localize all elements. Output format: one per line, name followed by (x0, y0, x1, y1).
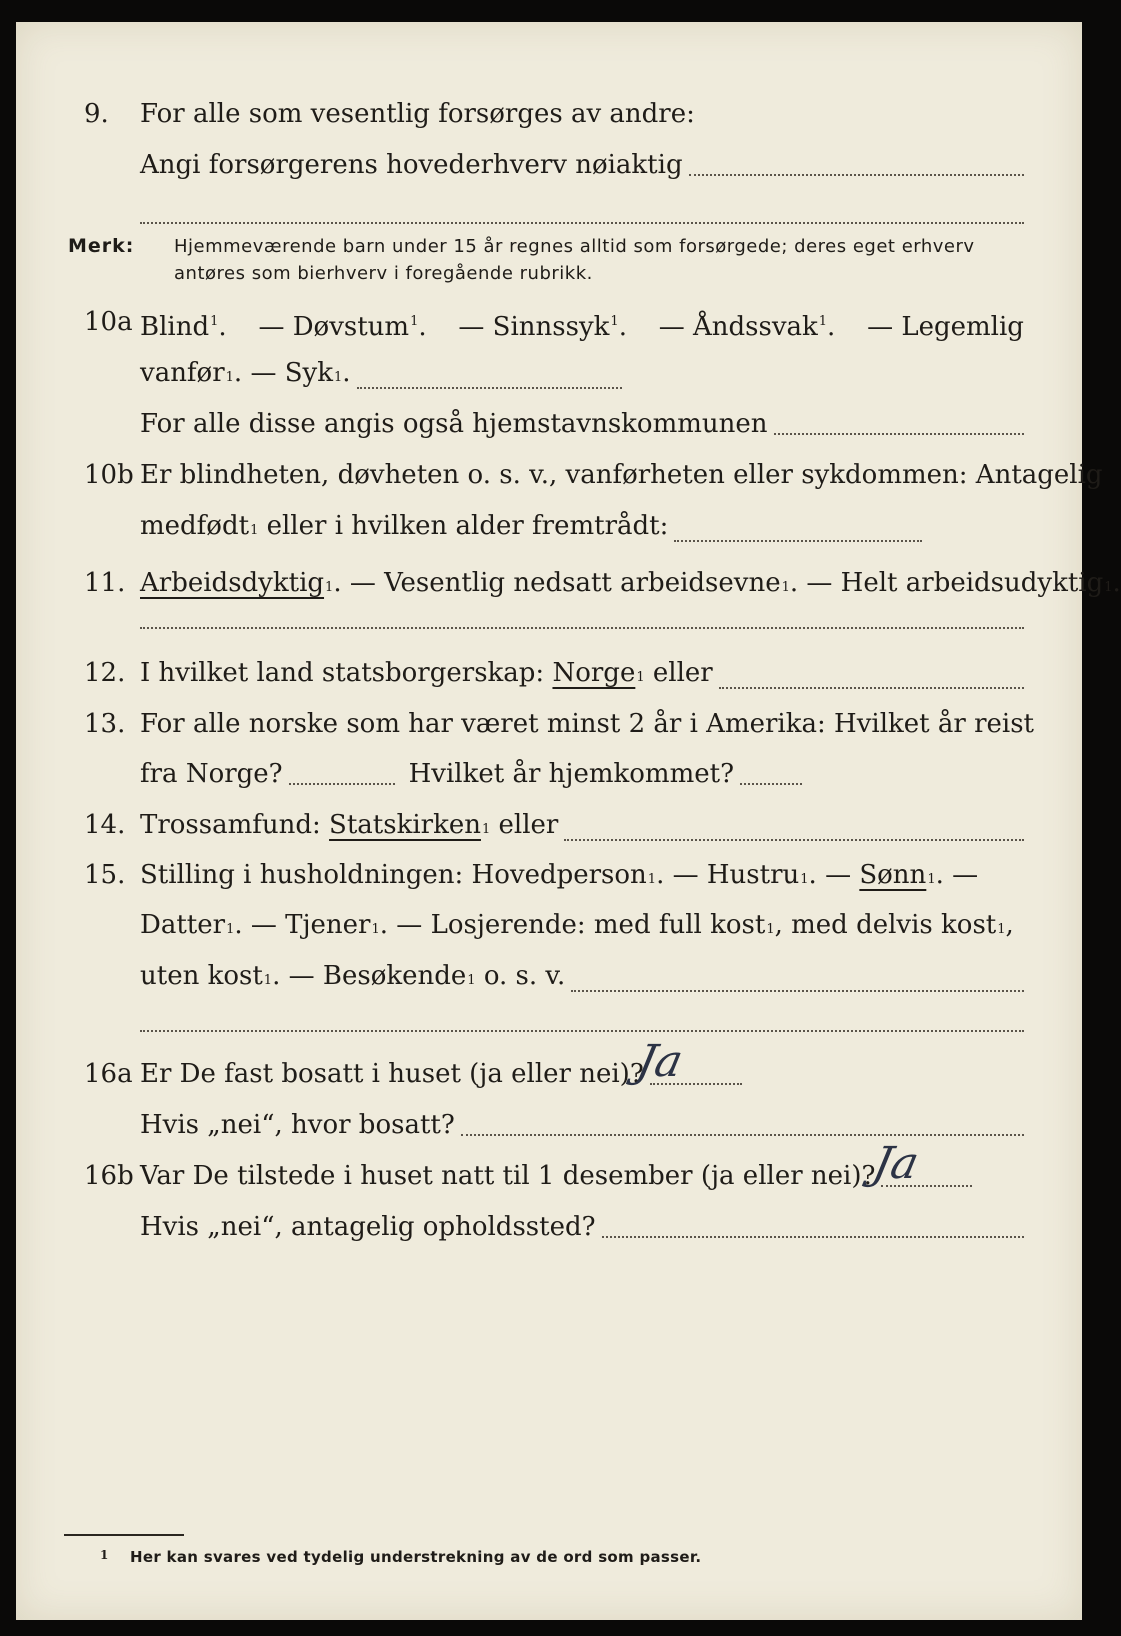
q10b-alder-field[interactable] (674, 540, 922, 542)
option-dovstum[interactable]: — Døvstum (258, 312, 410, 342)
merk-note (174, 233, 1024, 287)
q15-comma: , (1005, 910, 1014, 940)
q10a-syk-field[interactable] (357, 387, 622, 389)
census-form-page: 9. For alle som vesentlig forsørges av andre: Angi forsørgerens hovederhverv nøiaktig Merk: Hjemmeværende barn under 15 år regnes alltid som forsørgede; deres eget erhverv antøres som bierhverv i foregående rubrikk. 10a Blind$^1$. — Døvstum$^1$. — Sinnssyk$^1$. — Åndssvak$^1$. — Legemlig vanfør 1 . — Syk 1 . For alle disse angis også hjemstavnskommunen 10b Er blindheten, døvheten o. s. v., vanførheten eller sykdommen: Antagelig medfødt 1 eller i hvilken alder fremtrådt: 11. Arbeidsdyktig 1 . — Vesentlig nedsatt arbeidsevne 1 . — Helt arbeidsudyktig 1 . 12. I hvilket land statsborgerskap: Norge 1 eller 13. For alle norske som har været minst 2 år i Amerika: Hvilket år reist fra Norge? Hvilket år hjemkommet? 14. Trossamfund: Statskirken 1 eller 15. Stilling i husholdningen: Hovedperson 1 . — Hustru 1 . — Sønn 1 . — Datter 1 . — Tjener 1 . — Losjerende: med full kost 1 , med delvis kost 1 , uten kost 1 . — Besøkende 1 o. s. v. 16a Er De fast bosatt i huset (ja eller nei)? Ja Hvis „nei“, hvor bosatt? 16b Var De tilstede i huset natt til 1 desember (ja eller nei)? Ja Hvis „nei“, antagelig opholdssted? 1 Her kan svares ved tydelig understrekning av de ord som passer. (16, 22, 1082, 1620)
q12-number: 12. (84, 658, 126, 688)
option-sinnssyk[interactable]: — Sinnssyk (458, 312, 610, 342)
q10a-kommune-field[interactable] (774, 433, 1024, 435)
q16a-text-2: Hvis „nei“, hvor bosatt? (140, 1110, 455, 1140)
q16b-opholdssted-field[interactable] (602, 1236, 1024, 1238)
merk-label: Merk: (68, 235, 135, 257)
q13-text-2b: Hvilket år hjemkommet? (408, 759, 735, 789)
footnote-mark: 1 (100, 1548, 109, 1562)
footnote-ref: 1 (226, 922, 235, 937)
option-arbeidsdyktig[interactable]: Arbeidsdyktig (140, 568, 325, 598)
footnote-ref: 1 (333, 370, 343, 385)
q16b-number: 16b (84, 1161, 134, 1191)
option-udyktig[interactable]: . — Helt arbeidsudyktig (789, 568, 1104, 598)
q15-osv: o. s. v. (483, 961, 566, 991)
q15-stilling-field[interactable] (571, 990, 1024, 992)
option-syk[interactable]: — Syk (250, 358, 333, 388)
q15-dash: . — (808, 860, 852, 890)
q9-separator (140, 222, 1024, 224)
option-hustru[interactable]: . — Hustru (656, 860, 800, 890)
q14-trossamfund-field[interactable] (564, 839, 1024, 841)
option-full-kost[interactable]: . — Losjerende: med full kost (379, 910, 766, 940)
footnote-ref: 1 (410, 314, 419, 329)
q16b-handwritten-answer: Ja (868, 1138, 924, 1189)
q16a-handwritten-answer: Ja (632, 1036, 688, 1087)
footnote-ref: 1 (818, 314, 828, 329)
q9-number: 9. (84, 99, 109, 129)
footnote-ref: 1 (800, 872, 809, 887)
q14-text: Trossamfund: (140, 810, 321, 840)
option-tjener[interactable]: . — Tjener (234, 910, 371, 940)
option-blind[interactable]: Blind (140, 312, 210, 342)
option-legemlig[interactable]: — Legemlig (867, 312, 1024, 342)
option-sonn[interactable]: Sønn (859, 860, 927, 890)
footnote-ref: 1 (467, 973, 476, 988)
option-nedsatt[interactable]: . — Vesentlig nedsatt arbeidsevne (333, 568, 781, 598)
footnote-ref: 1 (225, 370, 234, 385)
q12-text: I hvilket land statsborgerskap: (140, 658, 545, 688)
q16a-number: 16a (84, 1059, 133, 1089)
q9-answer-field[interactable] (689, 174, 1024, 176)
q11-separator (140, 627, 1024, 629)
q15-number: 15. (84, 860, 126, 890)
q12-eller: eller (652, 658, 713, 688)
footnote-ref: 1 (1104, 580, 1113, 595)
footnote-ref: 1 (210, 314, 219, 329)
footnote-text: Her kan svares ved tydelig understrekning av de ord som passer. (130, 1548, 702, 1566)
q9-text-2: Angi forsørgerens hovederhverv nøiaktig (140, 150, 683, 180)
q13-text-2a: fra Norge? (140, 759, 283, 789)
q9-text-1: For alle som vesentlig forsørges av andre: (140, 99, 695, 129)
option-besokende[interactable]: . — Besøkende (272, 961, 467, 991)
q12-land-field[interactable] (719, 687, 1024, 689)
q14-eller: eller (498, 810, 559, 840)
footnote-ref: 1 (263, 973, 273, 988)
footnote-ref: 1 (997, 922, 1006, 937)
q10a-text-3: For alle disse angis også hjemstavnskommunen (140, 409, 768, 439)
footnote-rule (64, 1534, 184, 1536)
q13-reist-field[interactable] (289, 783, 395, 785)
option-datter[interactable]: Datter (140, 910, 226, 940)
option-medfodt[interactable]: medfødt (140, 511, 250, 541)
footnote-ref: 1 (481, 822, 491, 837)
option-hovedperson[interactable]: Stilling i husholdningen: Hovedperson (140, 860, 647, 890)
q11-number: 11. (84, 568, 126, 598)
option-norge[interactable]: Norge (552, 658, 636, 688)
footnote-ref: 1 (636, 670, 645, 685)
footnote-ref: 1 (325, 580, 334, 595)
option-statskirken[interactable]: Statskirken (329, 810, 481, 840)
q13-number: 13. (84, 709, 126, 739)
merk-line-1: Hjemmeværende barn under 15 år regnes alltid som forsørgede; deres eget erhverv (174, 236, 975, 257)
q10b-text-1: Er blindheten, døvheten o. s. v., vanførheten eller sykdommen: Antagelig (140, 460, 1103, 490)
option-andssvak[interactable]: — Åndssvak (658, 312, 818, 342)
q13-hjemkommet-field[interactable] (740, 783, 802, 785)
q16b-text-1: Var De tilstede i huset natt til 1 desember (ja eller nei)? (140, 1161, 876, 1191)
q16a-text-1: Er De fast bosatt i huset (ja eller nei)? (140, 1059, 644, 1089)
footnote-ref: 1 (371, 922, 380, 937)
footnote-ref: 1 (927, 872, 936, 887)
footnote-ref: 1 (610, 314, 619, 329)
footnote-ref: 1 (781, 580, 790, 595)
option-delvis-kost[interactable]: , med delvis kost (774, 910, 997, 940)
q16b-text-2: Hvis „nei“, antagelig opholdssted? (140, 1212, 596, 1242)
merk-line-2: antøres som bierhverv i foregående rubrikk. (174, 263, 593, 284)
footnote-ref: 1 (250, 523, 259, 538)
option-vanfor[interactable]: vanfør (140, 358, 225, 388)
q13-text-1: For alle norske som har været minst 2 år i Amerika: Hvilket år reist (140, 709, 1034, 739)
q15-separator (140, 1030, 1024, 1032)
q15-dash-2: . — (935, 860, 979, 890)
footnote-ref: 1 (647, 872, 657, 887)
q10a-number: 10a (84, 307, 133, 337)
q14-number: 14. (84, 810, 126, 840)
footnote-ref: 1 (766, 922, 775, 937)
q16a-bosatt-field[interactable] (461, 1134, 1024, 1136)
q10b-text-2: eller i hvilken alder fremtrådt: (266, 511, 669, 541)
q10b-number: 10b (84, 460, 134, 490)
option-uten-kost[interactable]: uten kost (140, 961, 263, 991)
